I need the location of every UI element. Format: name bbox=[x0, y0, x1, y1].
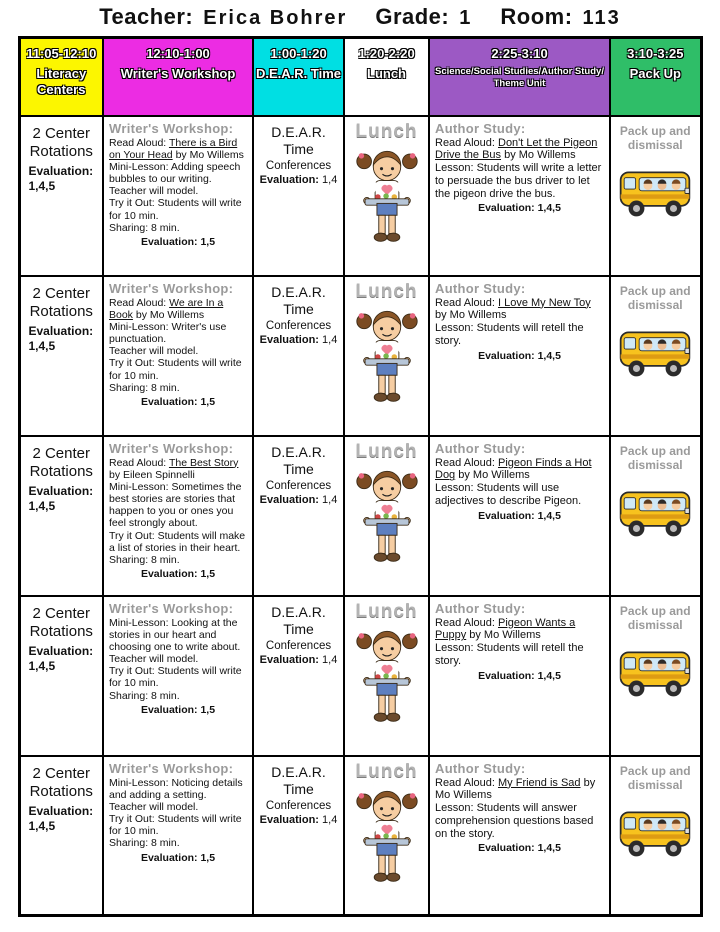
lunch-cell bbox=[344, 116, 429, 276]
room-label: Room: bbox=[500, 4, 573, 29]
writers-workshop-cell bbox=[103, 116, 253, 276]
author-study-details bbox=[435, 297, 604, 348]
evaluation-note: Evaluation: 1,4,5 bbox=[478, 842, 561, 855]
author-study-heading: Author Study: bbox=[435, 760, 526, 776]
literacy-centers-cell bbox=[19, 276, 103, 436]
lunch-label: Lunch bbox=[355, 280, 418, 302]
evaluation-value: 1,4,5 bbox=[28, 339, 56, 353]
lunch-cell bbox=[344, 436, 429, 596]
evaluation-value: 1,4,5 bbox=[28, 659, 56, 673]
writers-workshop-details bbox=[109, 617, 247, 702]
school-bus-icon bbox=[618, 647, 692, 700]
text-segment: Read Aloud: bbox=[435, 776, 498, 789]
evaluation-note bbox=[254, 494, 343, 506]
writers-workshop-details bbox=[109, 137, 247, 234]
evaluation-label: Evaluation: bbox=[28, 644, 94, 658]
evaluation-label: Evaluation: bbox=[259, 493, 319, 506]
column-header-pack-up bbox=[610, 38, 701, 116]
evaluation-note bbox=[254, 814, 343, 826]
dear-title: D.E.A.R. bbox=[271, 443, 326, 460]
grade-value: 1 bbox=[459, 7, 473, 29]
pack-up-label: Pack up and dismissal bbox=[619, 443, 691, 473]
author-study-cell bbox=[429, 116, 610, 276]
text-segment: Read Aloud: bbox=[109, 296, 170, 309]
pack-up-label: Pack up and dismissal bbox=[619, 283, 691, 313]
dear-time-cell bbox=[253, 436, 344, 596]
literacy-centers-cell bbox=[19, 436, 103, 596]
text-segment: Try it Out: Students will make a list of stories in their heart. bbox=[109, 529, 246, 554]
dear-title-line2: Time bbox=[283, 781, 314, 797]
evaluation-note: Evaluation: 1,4,5 bbox=[478, 349, 561, 362]
text-segment: Read Aloud: bbox=[109, 456, 169, 469]
lunch-label: Lunch bbox=[355, 120, 418, 142]
column-title: Pack Up bbox=[629, 66, 681, 81]
writers-workshop-cell bbox=[103, 596, 253, 756]
text-segment: Lesson: Students will answer comprehension questions based on the story. bbox=[435, 802, 594, 840]
girl-with-lunch-tray-icon bbox=[355, 305, 419, 409]
column-time: 11:05-12:10 bbox=[26, 46, 97, 61]
lunch-label: Lunch bbox=[355, 600, 418, 622]
girl-with-lunch-tray-icon bbox=[355, 145, 419, 249]
pack-up-cell bbox=[610, 756, 701, 916]
table-row bbox=[19, 596, 701, 756]
pack-up-cell bbox=[610, 596, 701, 756]
evaluation-value: 1,4 bbox=[322, 493, 338, 506]
text-segment: There is a Bird on Your Head bbox=[109, 136, 238, 161]
text-segment: Sharing: 8 min. bbox=[109, 553, 180, 566]
author-study-cell bbox=[429, 436, 610, 596]
author-study-details bbox=[435, 617, 604, 668]
pack-up-label: Pack up and dismissal bbox=[619, 603, 691, 633]
evaluation-label: Evaluation: bbox=[28, 164, 94, 178]
text-segment: Don't Let the Pigeon Drive the Bus bbox=[435, 136, 598, 162]
column-title: Lunch bbox=[367, 66, 406, 81]
dear-title-line2: Time bbox=[283, 461, 314, 477]
text-segment: I Love My New Toy bbox=[498, 296, 591, 309]
evaluation-note: Evaluation: 1,5 bbox=[140, 568, 216, 581]
dear-time-cell bbox=[253, 756, 344, 916]
writers-workshop-details bbox=[109, 297, 247, 394]
literacy-centers-cell bbox=[19, 596, 103, 756]
text-segment: Read Aloud: bbox=[435, 296, 498, 309]
evaluation-note bbox=[24, 644, 100, 674]
evaluation-label: Evaluation: bbox=[28, 484, 94, 498]
author-study-heading: Author Study: bbox=[435, 280, 526, 296]
column-time: 1:00-1:20 bbox=[270, 46, 327, 61]
table-row bbox=[19, 756, 701, 916]
writers-workshop-cell bbox=[103, 756, 253, 916]
author-study-heading: Author Study: bbox=[435, 440, 526, 456]
evaluation-note bbox=[254, 174, 343, 186]
evaluation-note bbox=[254, 654, 343, 666]
page-title bbox=[0, 4, 720, 34]
pack-up-label: Pack up and dismissal bbox=[619, 123, 691, 153]
column-header-science-author-study bbox=[429, 38, 610, 116]
evaluation-note bbox=[24, 484, 100, 514]
column-title: Writer's Workshop bbox=[120, 66, 236, 81]
schedule-table bbox=[18, 36, 703, 917]
evaluation-value: 1,4 bbox=[322, 173, 338, 186]
lunch-cell bbox=[344, 276, 429, 436]
writers-workshop-cell bbox=[103, 436, 253, 596]
evaluation-note: Evaluation: 1,5 bbox=[140, 703, 216, 716]
text-segment: Mini-Lesson: Writer's use punctuation. bbox=[109, 320, 227, 346]
dear-title-line2: Time bbox=[283, 141, 314, 157]
dear-activity: Conferences bbox=[265, 639, 332, 652]
evaluation-value: 1,4,5 bbox=[28, 819, 56, 833]
table-row bbox=[19, 116, 701, 276]
column-time: 3:10-3:25 bbox=[627, 46, 684, 61]
text-segment: Teacher will model. bbox=[109, 653, 199, 666]
dear-title: D.E.A.R. bbox=[271, 123, 326, 140]
evaluation-label: Evaluation: bbox=[28, 324, 94, 338]
pack-up-label: Pack up and dismissal bbox=[619, 763, 691, 793]
girl-with-lunch-tray-icon bbox=[355, 465, 419, 569]
evaluation-label: Evaluation: bbox=[28, 804, 94, 818]
column-header-lunch bbox=[344, 38, 429, 116]
evaluation-value: 1,4 bbox=[322, 653, 338, 666]
text-segment: Read Aloud: bbox=[109, 136, 169, 149]
text-segment: The Best Story bbox=[168, 456, 239, 469]
writers-workshop-details bbox=[109, 457, 247, 567]
evaluation-value: 1,4,5 bbox=[28, 499, 56, 513]
literacy-activity: 2 Center Rotations bbox=[29, 284, 93, 321]
text-segment: My Friend is Sad bbox=[498, 776, 581, 789]
text-segment: Sharing: 8 min. bbox=[109, 381, 180, 394]
column-time: 1:20-2:20 bbox=[358, 46, 415, 61]
author-study-details bbox=[435, 777, 604, 841]
evaluation-note: Evaluation: 1,5 bbox=[140, 851, 216, 864]
evaluation-note bbox=[24, 324, 100, 354]
author-study-cell bbox=[429, 276, 610, 436]
text-segment: Try it Out: Students will write for 10 min. bbox=[109, 813, 242, 838]
evaluation-note: Evaluation: 1,5 bbox=[140, 235, 216, 248]
writers-workshop-details bbox=[109, 777, 247, 850]
evaluation-note bbox=[254, 334, 343, 346]
literacy-activity: 2 Center Rotations bbox=[29, 764, 93, 801]
evaluation-label: Evaluation: bbox=[259, 813, 319, 826]
text-segment: by Mo Willems bbox=[466, 629, 541, 642]
text-segment: Mini-Lesson: Looking at the stories in our heart and choosing one to write about. bbox=[109, 616, 241, 653]
dear-activity: Conferences bbox=[265, 319, 332, 332]
dear-title-line2: Time bbox=[283, 301, 314, 317]
school-bus-icon bbox=[618, 327, 692, 380]
text-segment: Lesson: Students will retell the story. bbox=[435, 322, 584, 347]
girl-with-lunch-tray-icon bbox=[355, 625, 419, 729]
column-header-literacy-centers bbox=[19, 38, 103, 116]
column-header-dear-time bbox=[253, 38, 344, 116]
text-segment: Lesson: Students will write a letter to persuade the bus driver to let the pigeon drive the bus. bbox=[435, 162, 602, 200]
evaluation-note: Evaluation: 1,4,5 bbox=[478, 509, 561, 522]
writers-workshop-cell bbox=[103, 276, 253, 436]
column-time: 2:25-3:10 bbox=[491, 46, 548, 61]
writers-workshop-heading: Writer's Workshop: bbox=[109, 600, 234, 616]
evaluation-note: Evaluation: 1,4,5 bbox=[478, 202, 561, 215]
text-segment: Try it Out: Students will write for 10 min. bbox=[109, 197, 242, 222]
literacy-activity: 2 Center Rotations bbox=[29, 444, 93, 481]
evaluation-value: 1,4 bbox=[322, 333, 338, 346]
text-segment: Read Aloud: bbox=[435, 456, 498, 469]
text-segment: Try it Out: Students will write for 10 min. bbox=[109, 665, 242, 690]
evaluation-value: 1,4 bbox=[322, 813, 338, 826]
text-segment: by Mo Willems bbox=[455, 469, 530, 482]
girl-with-lunch-tray-icon bbox=[355, 785, 419, 889]
text-segment: Lesson: Students will use adjectives to describe Pigeon. bbox=[435, 482, 582, 507]
text-segment: Teacher will model. bbox=[109, 800, 199, 813]
author-study-details bbox=[435, 137, 604, 201]
teacher-name: Erica Bohrer bbox=[203, 7, 348, 29]
text-segment: We are In a Book bbox=[109, 296, 224, 321]
table-row bbox=[19, 276, 701, 436]
school-bus-icon bbox=[618, 167, 692, 220]
dear-title: D.E.A.R. bbox=[271, 283, 326, 300]
evaluation-label: Evaluation: bbox=[259, 333, 319, 346]
text-segment: Teacher will model. bbox=[109, 345, 199, 358]
text-segment: Pigeon Wants a Puppy bbox=[435, 616, 576, 642]
lunch-label: Lunch bbox=[355, 760, 418, 782]
table-row bbox=[19, 436, 701, 596]
writers-workshop-heading: Writer's Workshop: bbox=[109, 760, 234, 776]
text-segment: by Eileen Spinnelli bbox=[109, 468, 195, 481]
author-study-heading: Author Study: bbox=[435, 600, 526, 616]
text-segment: Pigeon Finds a Hot Dog bbox=[435, 456, 592, 482]
lunch-cell bbox=[344, 596, 429, 756]
text-segment: Mini-Lesson: Noticing details and adding a setting. bbox=[109, 776, 243, 801]
author-study-cell bbox=[429, 756, 610, 916]
text-segment: Sharing: 8 min. bbox=[109, 689, 180, 702]
evaluation-label: Evaluation: bbox=[259, 173, 319, 186]
school-bus-icon bbox=[618, 487, 692, 540]
author-study-cell bbox=[429, 596, 610, 756]
evaluation-note bbox=[24, 164, 100, 194]
dear-title-line2: Time bbox=[283, 621, 314, 637]
evaluation-note: Evaluation: 1,5 bbox=[140, 395, 216, 408]
dear-activity: Conferences bbox=[265, 159, 332, 172]
literacy-activity: 2 Center Rotations bbox=[29, 124, 93, 161]
teacher-label: Teacher: bbox=[99, 4, 194, 29]
literacy-centers-cell bbox=[19, 756, 103, 916]
lunch-label: Lunch bbox=[355, 440, 418, 462]
dear-time-cell bbox=[253, 596, 344, 756]
evaluation-label: Evaluation: bbox=[259, 653, 319, 666]
dear-title: D.E.A.R. bbox=[271, 603, 326, 620]
writers-workshop-heading: Writer's Workshop: bbox=[109, 120, 234, 136]
text-segment: Sharing: 8 min. bbox=[109, 837, 180, 850]
evaluation-note: Evaluation: 1,4,5 bbox=[478, 669, 561, 682]
column-time: 12:10-1:00 bbox=[146, 46, 210, 61]
dear-time-cell bbox=[253, 276, 344, 436]
text-segment: by Mo Willems bbox=[501, 149, 576, 162]
grade-label: Grade: bbox=[375, 4, 450, 29]
pack-up-cell bbox=[610, 276, 701, 436]
evaluation-note bbox=[24, 804, 100, 834]
text-segment: by Mo Willems bbox=[172, 148, 244, 161]
text-segment: Read Aloud: bbox=[435, 136, 498, 149]
pack-up-cell bbox=[610, 116, 701, 276]
dear-title: D.E.A.R. bbox=[271, 763, 326, 780]
header-row bbox=[19, 38, 701, 116]
text-segment: by Mo Willems bbox=[435, 776, 596, 802]
literacy-centers-cell bbox=[19, 116, 103, 276]
pack-up-cell bbox=[610, 436, 701, 596]
dear-activity: Conferences bbox=[265, 799, 332, 812]
column-title: Science/Social Studies/Author Study/ Theme Unit bbox=[435, 66, 604, 90]
author-study-details bbox=[435, 457, 604, 508]
dear-time-cell bbox=[253, 116, 344, 276]
text-segment: Sharing: 8 min. bbox=[109, 221, 180, 234]
text-segment: Try it Out: Students will write for 10 min. bbox=[109, 357, 242, 382]
text-segment: by Mo Willems bbox=[435, 309, 507, 322]
column-header-writers-workshop bbox=[103, 38, 253, 116]
literacy-activity: 2 Center Rotations bbox=[29, 604, 93, 641]
text-segment: Mini-Lesson: Adding speech bubbles to our writing. Teacher will model. bbox=[109, 160, 241, 198]
column-title: Literacy Centers bbox=[36, 66, 87, 97]
room-value: 113 bbox=[582, 7, 621, 29]
column-title: D.E.A.R. Time bbox=[256, 66, 342, 81]
writers-workshop-heading: Writer's Workshop: bbox=[109, 440, 234, 456]
text-segment: Read Aloud: bbox=[435, 616, 498, 629]
text-segment: Lesson: Students will retell the story. bbox=[435, 642, 584, 667]
school-bus-icon bbox=[618, 807, 692, 860]
writers-workshop-heading: Writer's Workshop: bbox=[109, 280, 234, 296]
lunch-cell bbox=[344, 756, 429, 916]
text-segment: Mini-Lesson: Sometimes the best stories are stories that happen to you or ones you feel strongly about. bbox=[109, 480, 242, 530]
text-segment: by Mo Willems bbox=[132, 308, 205, 321]
evaluation-value: 1,4,5 bbox=[28, 179, 56, 193]
author-study-heading: Author Study: bbox=[435, 120, 526, 136]
dear-activity: Conferences bbox=[265, 479, 332, 492]
